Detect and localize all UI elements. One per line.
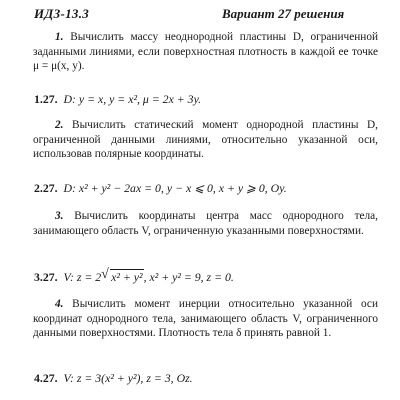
square-root: [101, 267, 143, 285]
task-3-expression-end: , x² + y² = 9, z = 0.: [143, 270, 234, 284]
task-4-label: 4.27.: [34, 371, 58, 385]
problem-2-number: 2.: [55, 119, 64, 131]
task-1-expression: D: y = x, y = x², μ = 2x + 3y.: [63, 92, 202, 106]
task-4-27: [34, 371, 193, 386]
problem-2-statement: [33, 118, 378, 162]
task-2-label: 2.27.: [34, 181, 58, 195]
problem-4-number: 4.: [55, 298, 64, 310]
problem-1-text: Вычислить массу неоднородной пластины D, ограниченной заданными линиями, если поверхностная плотность в каждой ее точке μ = μ(x, y).: [33, 31, 379, 72]
task-1-27: [34, 92, 201, 107]
task-2-expression: D: x² + y² − 2ax = 0, y − x ⩽ 0, x + y ⩾ 0, Oy.: [63, 181, 287, 195]
problem-3-text: Вычислить координаты центра масс однородного тела, занимающего область V, ограниченную указанными поверхностями.: [33, 210, 379, 237]
task-4-expression: V: z = 3(x² + y²), z = 3, Oz.: [63, 371, 193, 385]
task-2-27: [34, 181, 287, 196]
problem-4-text: Вычислить момент инерции относительно указанной оси координат однородного тела, занимающего область V, ограниченного данными поверхностями. Плотность тела δ принять равной 1.: [33, 298, 378, 339]
radical-sign-icon: √: [101, 267, 109, 282]
assignment-code: ИДЗ-13.3: [34, 6, 90, 21]
problem-4-statement: [33, 297, 378, 341]
task-3-expression-start: V: z = 2: [63, 270, 102, 284]
problem-1-number: 1.: [55, 31, 64, 43]
problem-1-statement: [33, 30, 378, 74]
task-1-label: 1.27.: [34, 92, 58, 106]
task-3-27: [34, 267, 234, 285]
problem-2-text: Вычислить статический момент однородной пластины D, ограниченной данными линиями, относительно указанной оси, использовав полярные координаты.: [33, 119, 378, 160]
variant-title: Вариант 27 решения: [222, 6, 345, 21]
problem-3-statement: [33, 209, 378, 238]
problem-3-number: 3.: [55, 210, 64, 222]
task-3-radicand: x² + y²: [111, 270, 143, 284]
task-3-label: 3.27.: [34, 270, 58, 284]
